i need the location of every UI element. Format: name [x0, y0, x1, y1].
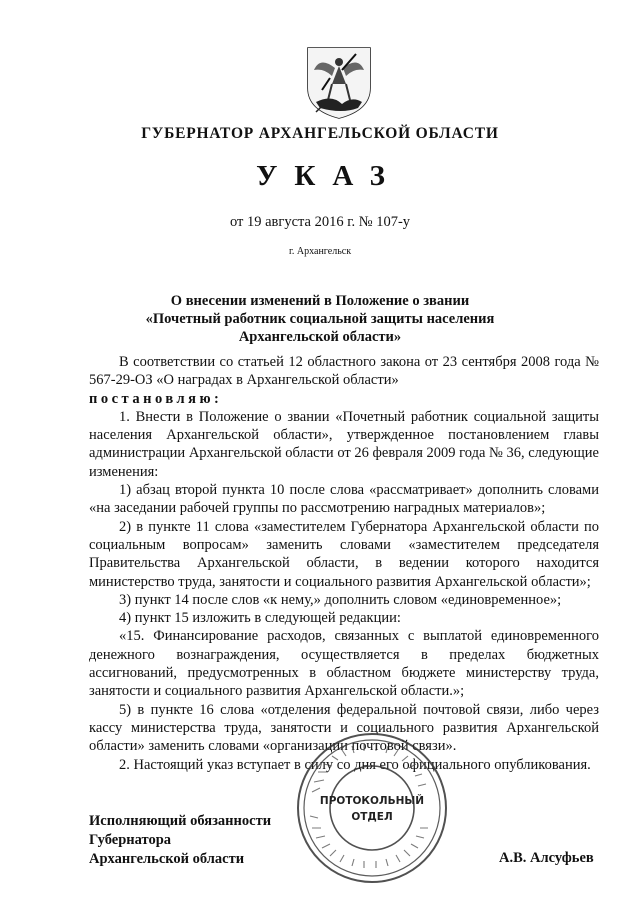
- document-type-heading: УКАЗ: [256, 160, 402, 192]
- intro-paragraph: В соответствии со статьей 12 областного закона от 23 сентября 2008 года № 567-29-ОЗ «О наградах в Архангельской области»: [89, 354, 599, 389]
- decree-word-line: постановляю:: [89, 390, 219, 407]
- signatory-name: А.В. Алсуфьев: [499, 850, 594, 866]
- position-line-1: Исполняющий обязанности: [89, 813, 272, 829]
- decree-word: постановляю: [89, 390, 215, 407]
- subitem-2: 2) в пункте 11 слова «заместителем Губернатора Архангельской области по социальным вопросам» заменить словами «заместителем председателя Правительства Архангельской области, в ведении которого находится министерство труда, занятости и социального развития Архангельской области»;: [89, 518, 599, 590]
- subitem-3: 3) пункт 14 после слов «к нему,» дополнить словом «единовременное»;: [119, 591, 562, 608]
- signatory-position: [89, 812, 271, 869]
- document-body: [89, 353, 599, 774]
- item-1: 1. Внести в Положение о звании «Почетный работник социальной защиты населения Архангельской области», утвержденное постановлением главы администрации Архангельской области от 26 февраля 2009 года № 36, следующие изменения:: [89, 408, 599, 480]
- coat-of-arms-emblem: [302, 44, 376, 120]
- date-number-line: от 19 августа 2016 г. № 107-у: [229, 214, 411, 230]
- issuer-heading: ГУБЕРНАТОР АРХАНГЕЛЬСКОЙ ОБЛАСТИ: [141, 125, 499, 142]
- subitem-4: 4) пункт 15 изложить в следующей редакции:: [119, 610, 401, 627]
- position-line-2: Губернатора: [89, 832, 172, 848]
- protocol-department-stamp: [294, 730, 450, 886]
- stamp-text-line-2: ОТДЕЛ: [351, 811, 393, 823]
- subitem-1: 1) абзац второй пункта 10 после слова «рассматривает» дополнить словами «на заседании рабочей группы по рассмотрению наградных материалов»;: [89, 482, 599, 517]
- title-line-2: «Почетный работник социальной защиты населения: [145, 311, 495, 327]
- document-title: [0, 292, 640, 346]
- title-line-1: О внесении изменений в Положение о звании: [170, 293, 470, 309]
- title-line-3: Архангельской области»: [238, 329, 402, 345]
- subitem-5: 5) в пункте 16 слова «отделения федеральной почтовой связи, либо через кассу министерства труда, занятости и социального развития Архангельской области» заменить словами «организации почтовой связи».: [89, 701, 599, 755]
- item-2: 2. Настоящий указ вступает в силу со дня его официального опубликования.: [119, 756, 591, 773]
- stamp-text-line-1: ПРОТОКОЛЬНЫЙ: [319, 795, 425, 807]
- position-line-3: Архангельской области: [89, 851, 245, 867]
- quoted-point-15: «15. Финансирование расходов, связанных с выплатой единовременного денежного вознаграждения, осуществляется в пределах бюджетных ассигнований, предусмотренных в областном бюджете министерству труда, занятости и социального развития Архангельской области.»;: [89, 628, 599, 700]
- city-line: г. Архангельск: [288, 246, 352, 257]
